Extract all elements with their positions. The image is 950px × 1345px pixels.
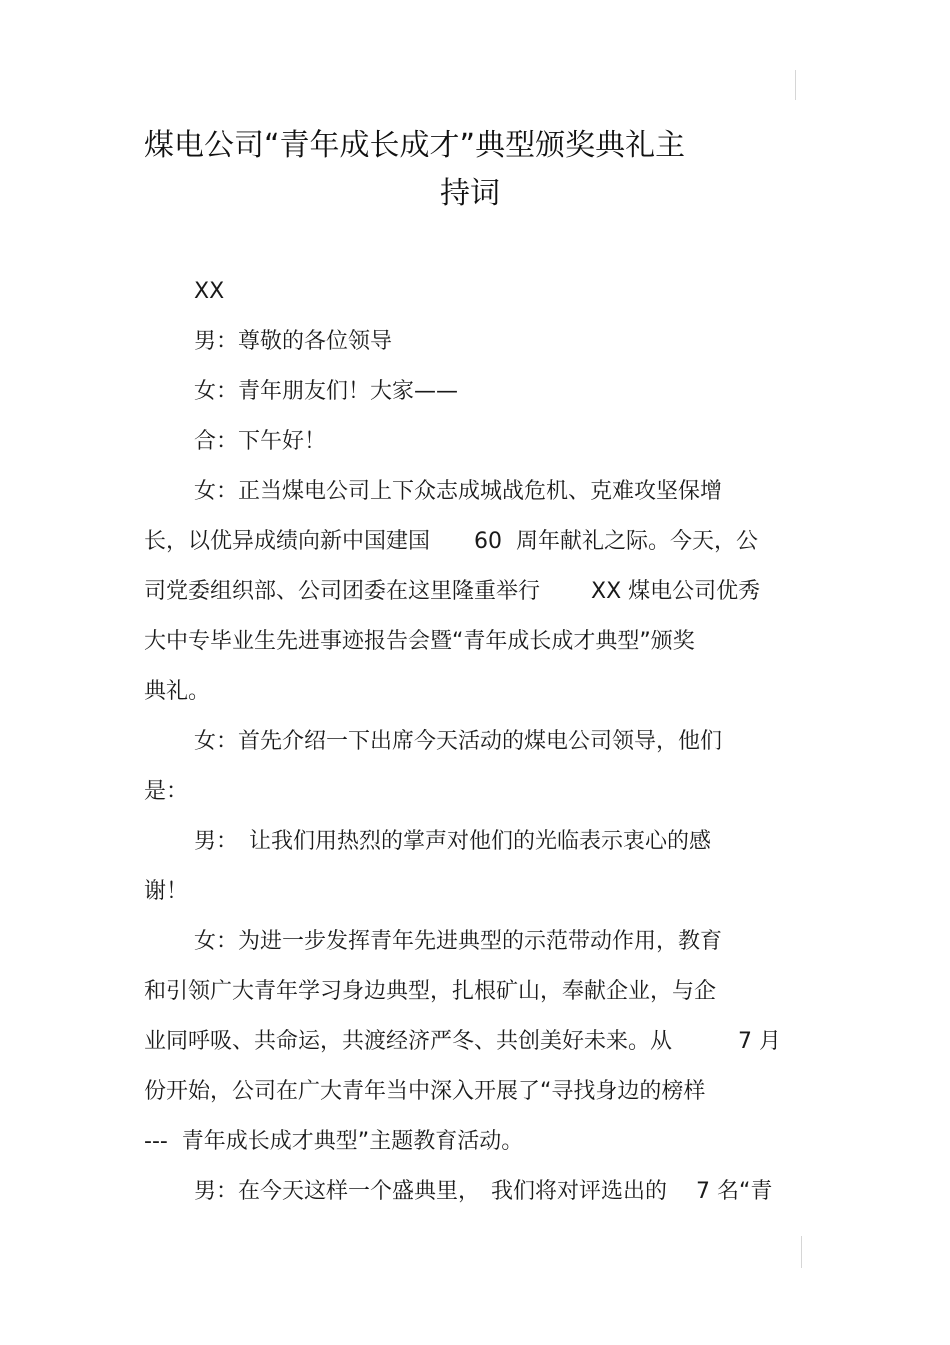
- body-line: 男：尊敬的各位领导: [194, 329, 393, 354]
- body-line: 长，以优异成绩向新中国建国 60 周年献礼之际。今天，公: [144, 529, 758, 554]
- body-line: 男： 让我们用热烈的掌声对他们的光临表示衷心的感: [194, 829, 712, 854]
- body-line: 女：正当煤电公司上下众志成城战危机、克难攻坚保增: [194, 479, 723, 504]
- page-edge-mark-bottom: [801, 1236, 802, 1268]
- body-line: --- 青年成长成才典型”主题教育活动。: [144, 1129, 524, 1154]
- body-line: 女：青年朋友们！大家——: [194, 379, 459, 404]
- title-line-1: 煤电公司“青年成长成才”典型颁奖典礼主: [144, 128, 686, 163]
- body-line: 男：在今天这样一个盛典里， 我们将对评选出的 7 名“青: [194, 1179, 773, 1204]
- body-line: 合：下午好！: [194, 429, 327, 454]
- body-line: 谢！: [144, 879, 189, 904]
- body-line: 大中专毕业生先进事迹报告会暨“青年成长成才典型”颁奖: [144, 629, 695, 654]
- body-line: 典礼。: [144, 679, 211, 704]
- document-title: [0, 0, 950, 224]
- body-line: 份开始，公司在广大青年当中深入开展了“寻找身边的榜样: [144, 1079, 706, 1104]
- body-line: 司党委组织部、公司团委在这里隆重举行 XX 煤电公司优秀: [144, 579, 761, 604]
- body-line: 是：: [144, 779, 189, 804]
- body-line: 业同呼吸、共命运，共渡经济严冬、共创美好未来。从 7 月: [144, 1029, 781, 1054]
- body-line: XX: [194, 279, 225, 304]
- body-line: 女：首先介绍一下出席今天活动的煤电公司领导，他们: [194, 729, 723, 754]
- body-line: 和引领广大青年学习身边典型，扎根矿山，奉献企业，与企: [144, 979, 717, 1004]
- title-line-2: 持词: [440, 176, 500, 211]
- body-line: 女：为进一步发挥青年先进典型的示范带动作用，教育: [194, 929, 723, 954]
